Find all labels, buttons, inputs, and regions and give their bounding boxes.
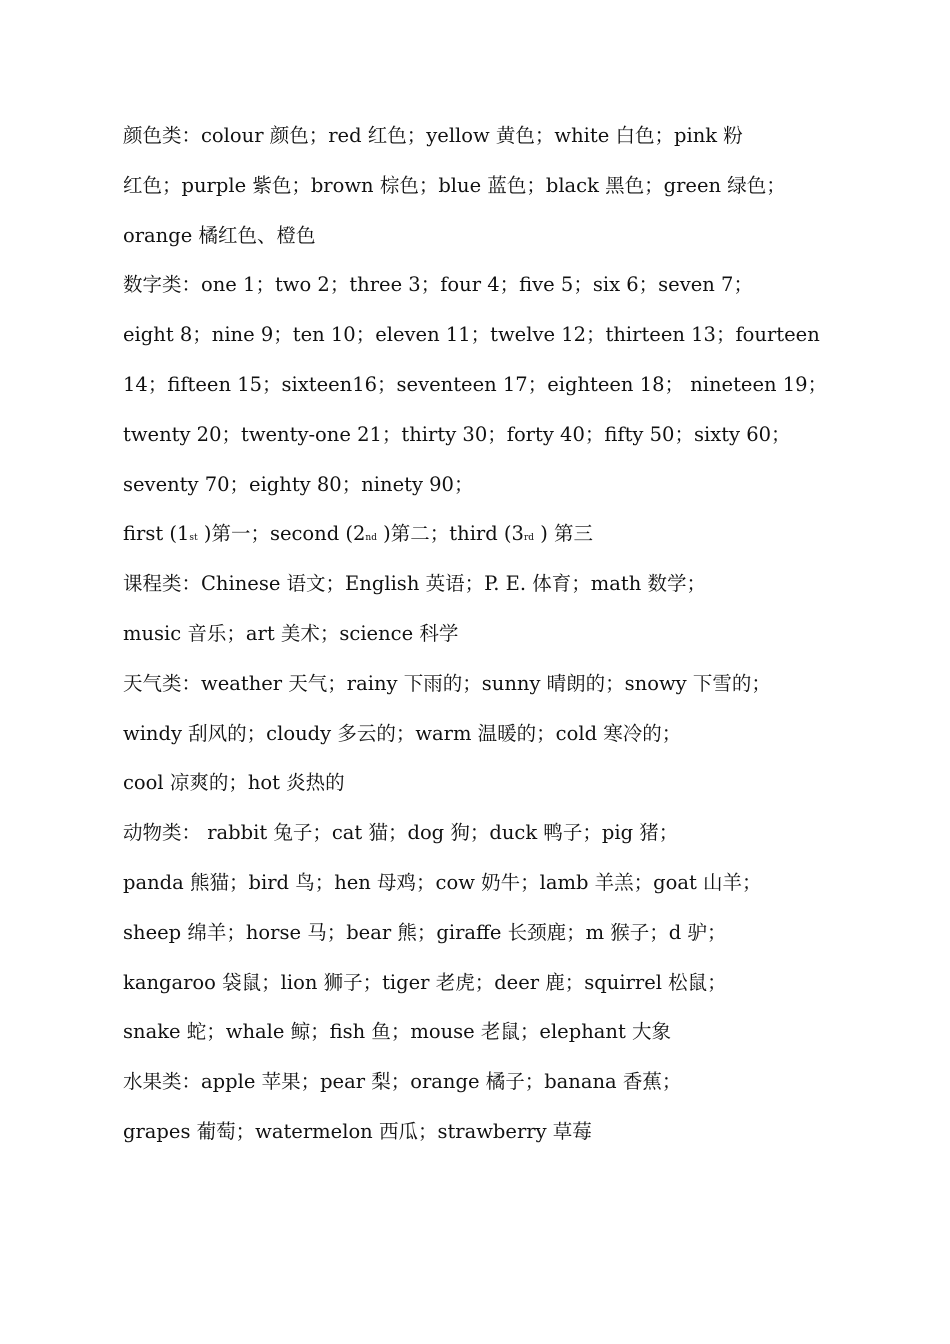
ordinal-suffix: nd: [365, 533, 377, 544]
ordinal-suffix: st: [189, 533, 198, 544]
ordinal-first: first (1: [123, 522, 190, 546]
text-line: sheep 绵羊；horse 马；bear 熊；giraffe 长颈鹿；m 猴子；d 驴；: [123, 920, 727, 944]
text-line: music 音乐；art 美术；science 科学: [123, 621, 459, 645]
text-line: seventy 70；eighty 80；ninety 90；: [123, 472, 474, 496]
text-line: eight 8；nine 9；ten 10；eleven 11；twelve 12；thirteen 13；fourteen: [123, 323, 820, 347]
ordinal-first-meaning: )第一；: [197, 522, 270, 546]
text-line: windy 刮风的；cloudy 多云的；warm 温暖的；cold 寒冷的；: [123, 721, 682, 745]
ordinal-third-meaning: ) 第三: [534, 522, 594, 546]
text-line: kangaroo 袋鼠；lion 狮子；tiger 老虎；deer 鹿；squirrel 松鼠；: [123, 970, 727, 994]
text-line: 数字类：one 1；two 2；three 3；four 4；five 5；six 6；seven 7；: [123, 273, 753, 297]
text-line: orange 橘红色、橙色: [123, 223, 316, 247]
ordinals-line: [123, 509, 833, 559]
text-line: cool 凉爽的；hot 炎热的: [123, 771, 345, 795]
text-line: 天气类：weather 天气；rainy 下雨的；sunny 晴朗的；snowy 下雪的；: [123, 671, 771, 695]
ordinal-second-meaning: )第二；: [376, 522, 450, 546]
text-line: panda 熊猫；bird 鸟；hen 母鸡；cow 奶牛；lamb 羊羔；goat 山羊；: [123, 870, 762, 894]
ordinal-third: third (3: [449, 522, 524, 546]
text-line: 14；fifteen 15；sixteen16；seventeen 17；eighteen 18； nineteen 19；: [123, 372, 828, 396]
text-line: 课程类：Chinese 语文；English 英语；P. E. 体育；math 数学；: [123, 572, 706, 596]
ordinal-second: second (2: [269, 522, 366, 546]
vocabulary-text: [123, 111, 833, 1157]
text-line: 颜色类：colour 颜色；red 红色；yellow 黄色；white 白色；pink 粉: [123, 124, 743, 147]
text-line: twenty 20；twenty-one 21；thirty 30；forty 40；fifty 50；sixty 60；: [123, 422, 791, 446]
text-line: grapes 葡萄；watermelon 西瓜；strawberry 草莓: [123, 1119, 592, 1143]
text-line: snake 蛇；whale 鲸；fish 鱼；mouse 老鼠；elephant 大象: [123, 1020, 671, 1044]
text-line: 水果类：apple 苹果；pear 梨；orange 橘子；banana 香蕉；: [123, 1070, 682, 1094]
ordinal-suffix: rd: [523, 533, 535, 544]
text-line: 动物类： rabbit 兔子；cat 猫；dog 狗；duck 鸭子；pig 猪；: [123, 821, 679, 845]
text-line: 红色；purple 紫色；brown 棕色；blue 蓝色；black 黑色；green 绿色；: [123, 173, 786, 197]
